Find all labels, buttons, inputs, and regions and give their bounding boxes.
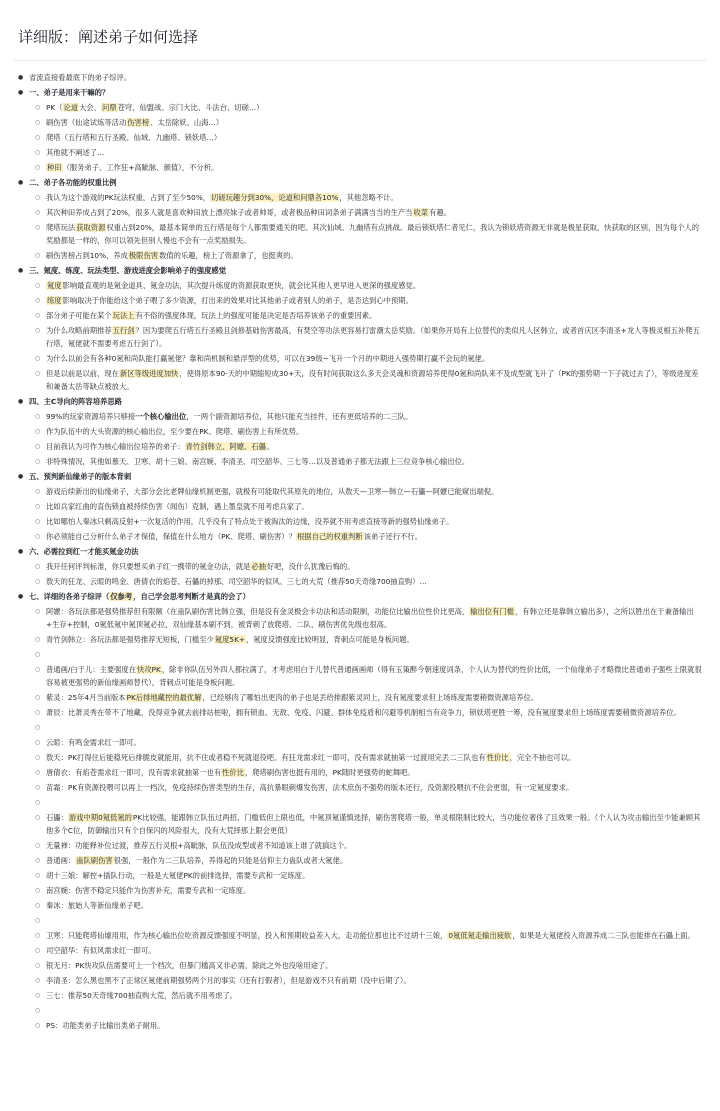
text-span: 司空韶华：有似风需求红一即可。 [46,946,156,955]
bullet-marker: ○ [35,636,41,643]
section-heading [18,589,704,604]
text-span: 比如兵家红曲的直伤锁血被持续伤害（闻伤）克制，遇上墨皇就不用考虑兵家了。 [46,502,309,511]
text-span: 影响取决于你能给这个弟子喂了多少资源，打出来的效果对比其他弟子或者别人的弟子，是否达到心中预期。 [62,296,413,305]
text-span: 很强，一般作为二三队培养，养得起的只能是信仰主力蛊队或者大氪佬。 [113,856,348,865]
bullet-marker: ○ [35,917,41,924]
text-span: 有趣。 [429,208,451,217]
list-item [18,70,704,85]
empty-item [46,916,48,925]
text-span: ，有韩立还是靠韩立输出多），之所以胜出在于兼备输出+生存+控制，0氪低氪中氪顶氪必拉，双仙缘基本刷不到，被背刺了放爬塔、二队、刷伤害优先级也很高。 [46,607,694,629]
text-span: 三、氪度、练度、玩法类型、游戏进度会影响弟子的强度感觉 [29,266,227,275]
text-span: 紫灵：25年4月当前版本 [46,693,126,702]
text-span: 无量禅：功能释补位过渡，推荐五行灵根+高眦脉，队伍没成型或者不知道该上谁了就搞这个。 [46,841,352,850]
bullet-marker: ○ [35,857,41,864]
list-item [18,780,704,795]
highlighted-text: 论道 [63,103,79,112]
highlighted-text: 玩法上 [112,311,135,320]
bullet-marker: ○ [35,932,41,939]
list-item [18,130,704,145]
text-span: 秦冰：旅始人等新仙缘弟子吧。 [46,901,149,910]
bullet-marker: ○ [35,666,41,673]
text-span: 刷伤害榜占到10%，养成 [46,251,128,260]
text-span: 一、弟子是用来干嘛的？ [29,88,110,97]
text-span: 阿嬷：各玩法都是强势推荐但有限额（在蛊队刷伤害比韩立强，但是没有金灵极会卡功法和活动限制，功能位比输出位性价比更高， [46,607,470,616]
list-item [18,735,704,750]
list-item [18,351,704,366]
text-span: 普通画/白于儿：主要强度在 [46,665,137,674]
text-span: 部分弟子可能在某个 [46,311,112,320]
text-span: 李清圣：怎么黑也黑不了正常区氪佬前期强势两个月的事实（还有打假者），但是游戏不只有前期（没中后期了）。 [46,976,411,985]
empty-item [46,798,48,807]
text-span: ，除非你队伍另外四人都拉满了，才考虑用白于儿替代普通画画师（得有玉策醉今朝速度词条，个人认为替代的性价比低，一个仙缘弟子才略微比普通弟子强些上限就很容易被更强势的新仙缘画师替代），背刺点可能是身板问题。 [46,665,702,687]
text-span: 有不俗的强度体现，玩法上的强度可能是决定是否培养该弟子的重要因素。 [135,311,377,320]
list-item [18,115,704,130]
text-span: 苗霜：PK有资源投喂可以再上一档次，免疫持续伤害类型的生存，高抗暴眼刺爆发伤害，法术庶伤不强势的版本还行，没资源投喂抗不住会更弱，有一定氪度要求。 [46,783,574,792]
bullet-marker: ○ [35,194,41,201]
text-span: 但是以前是以前，现在 [46,369,119,378]
text-span: 影响最直观的是氪金道具、氪金功法，其次提升练度的资源获取更快，就会比其他人更早进入更深的强度感觉。 [62,281,421,290]
text-span: 非特殊情况，其他如慕天、卫寒、胡十三娘、南宫婉、李清圣、司空韶华、三七等…以及普通弟子都无法跟上三位竞争核心输出位。 [46,457,470,466]
bullet-marker: ○ [35,533,41,540]
text-span: 其他就不阐述了… [46,148,105,157]
text-span: 苍穹、仙盟战、宗门大比、斗法台、切磋…） [117,103,264,112]
list-item [18,632,704,647]
text-span: PS：功能类弟子比输出类弟子耐用。 [46,1021,165,1030]
bullet-marker: ○ [35,413,41,420]
bullet-marker: ○ [35,651,41,658]
text-span: 五、预判新仙缘弟子的版本背刺 [29,472,132,481]
text-span: 青竹剑韩立：各玩法都是强势推荐无短板，门槛至少 [46,635,214,644]
bullet-marker: ● [18,398,24,405]
bullet-marker: ○ [35,709,41,716]
text-span: 99%的玩家资源培养只够接 [46,412,136,421]
list-item [18,323,704,351]
list-item [18,662,704,690]
bullet-marker: ○ [35,992,41,999]
bullet-marker: ○ [35,754,41,761]
bullet-marker: ○ [35,902,41,909]
bullet-marker: ○ [35,739,41,746]
bullet-marker: ○ [35,842,41,849]
highlighted-text: 新区等级进度加快 [119,369,179,378]
text-span: 银无月：PK快攻队伍需要可上一个档次，但暴门槛高又非必需，除此之外也没啥用途了。 [46,961,333,970]
bullet-marker: ○ [35,355,41,362]
text-span: 二、弟子各功能的权重比例 [29,178,117,187]
list-item [18,795,704,810]
list-item [18,868,704,883]
bullet-marker: ○ [35,1007,41,1014]
bullet-marker: ○ [35,297,41,304]
bullet-marker: ○ [35,578,41,585]
list-item [18,853,704,868]
bullet-marker: ○ [35,563,41,570]
list-item [18,810,704,838]
highlighted-text: 必抽 [251,562,266,571]
highlighted-text: 蛊队刷伤害 [76,856,113,865]
page-title: 详细版：阐述弟子如何选择 [18,28,199,46]
highlighted-text: PK后排地藏控的最优解 [126,693,202,702]
list-item [18,190,704,205]
highlighted-text: 氪度5K+ [214,635,245,644]
list-item [18,705,704,720]
list-item [18,913,704,928]
bullet-marker: ○ [35,769,41,776]
text-span: 爬塔玩法 [46,223,76,232]
text-span: 你必须能自己分析什么弟子才保值，保值在什么地方（PK、爬塔、刷伤害）？ [46,532,296,541]
bullet-marker: ○ [35,119,41,126]
list-item [18,943,704,958]
bullet-marker: ● [18,89,24,96]
bullet-marker: ○ [35,428,41,435]
list-item [18,514,704,529]
highlighted-text: 切磋玩趣分到30%，论道和问鼎各10% [211,193,339,202]
bullet-marker: ○ [35,209,41,216]
section-heading [18,175,704,190]
list-item [18,454,704,469]
list-item [18,690,704,705]
text-span: 敖天的狂龙、云暄的鸣金、唐倩衣的焰苍、石儡的掉那、司空韶华的似风、三七的大荒（推荐50天奇缘700抽直购）… [46,577,427,586]
highlighted-text: 种田 [47,163,62,172]
text-span: 该弟子还行不行。 [363,532,423,541]
list-item [18,1018,704,1033]
bullet-marker: ○ [35,872,41,879]
bullet-marker: ● [18,473,24,480]
text-span: 。 [266,442,275,451]
bullet-marker: ● [18,74,24,81]
section-heading [18,544,704,559]
list-item [18,559,704,574]
text-span: 七、详细的各弟子综评（ [29,592,110,601]
bullet-marker: ○ [35,694,41,701]
text-span: 游戏后续新出的仙缘弟子，大部分会比老牌仙缘机制更强，就极有可能取代其原先的地位，从敖天—卫寒—韩立—石儡—阿嬷已能窥出端倪。 [46,487,499,496]
bullet-marker: ○ [35,814,41,821]
list-item [18,647,704,662]
text-span: 作为队伍中的大头资源的核心输出位，至少要在PK、爬塔、刷伤害上有所优势。 [46,427,304,436]
text-span: 比如哪怕人秦冰只剩高反射+一次复活的作用，几乎没有了特点处于被淘汰的边缘，没养就不用考虑直接等新的强势仙缘弟子。 [46,517,454,526]
text-span: 唐倩衣：有焰苍需求红一即可，没有需求就抽第一也有 [46,768,222,777]
text-span: 胡十三娘：解控+插队行动，一般是大氪佬PK的前排选择，需要专武和一定练度。 [46,871,310,880]
empty-item [46,1006,48,1015]
text-span: ，爬塔刷伤害也挺有用的，PK随时更强势的蛇舞吧。 [245,768,415,777]
text-span: 数值的乐趣，榜上了资源拿了，也挺爽的。 [159,251,298,260]
bullet-marker: ○ [35,149,41,156]
bullet-marker: ○ [35,784,41,791]
bullet-marker: ● [18,548,24,555]
list-item [18,928,704,943]
text-span: ，已经够肉了哪怕出更肉的弟子也是丢给排跟紫灵同上，没有氪度要求但上场练度需要稍微资源培养位。 [202,693,539,702]
bullet-marker: ● [18,267,24,274]
text-span: 敖天：PK打得住后能稳死后排脆皮就能用，抗不住或者稳不死就退役吧。有狂龙需求红一即可，没有需求就抽第一过渡用完丢二三队也有 [46,753,486,762]
bullet-marker: ○ [35,370,41,377]
list-item [18,973,704,988]
text-span: 目前我认为可作为核心输出位培养的弟子： [46,442,185,451]
list-item [18,988,704,1003]
highlighted-text: 根据自己的权重判断 [296,532,363,541]
list-item [18,883,704,898]
text-span: 我开任何评判标准，你只要想买弟子红一携带的氪金功法，就是 [46,562,251,571]
highlighted-text: 游戏中期0氪低氪的 [68,813,132,822]
bullet-marker: ○ [35,252,41,259]
bullet-marker: ● [18,593,24,600]
bullet-marker: ○ [35,608,41,615]
bullet-marker: ○ [35,224,41,231]
section-heading [18,263,704,278]
bullet-marker: ○ [35,503,41,510]
list-item [18,366,704,394]
text-span: 刷伤害（仙途试炼等活动 [46,118,127,127]
text-span: 卫寒：只能爬塔仙墟用用，作为核心输出位吃资源反馈强度不明显，投入和预期收益差入大，走功能位那也比不过胡十三娘， [46,931,448,940]
bullet-marker: ○ [35,282,41,289]
bullet-marker: ○ [35,488,41,495]
bullet-marker: ○ [35,312,41,319]
highlighted-text: 获取资源 [76,223,106,232]
text-span: 我认为这个游戏的PK玩法权重，占到了至少50%， [46,193,211,202]
text-span: （服务弟子、工作狂+高眦脉、颜值），不分析。 [62,163,219,172]
list-item [18,604,704,632]
text-span: 一个核心输出位 [135,412,187,421]
text-span: 四、主C导向的阵容培养思路 [29,397,122,406]
text-span: 南宫婉：伤害不稳定只能作为伤害补充，需要专武和一定练度。 [46,886,251,895]
bullet-marker: ○ [35,962,41,969]
text-span: ，其他忽略不计。 [339,193,398,202]
list-item [18,720,704,735]
bullet-marker: ● [18,179,24,186]
highlighted-text: 极限伤害 [128,251,159,260]
text-span: 为什么以前会有各种0氪和尚队能打赢氪佬？靠和尚机制和悬浮型的优势，可以在39级~飞升一个月的中期进入强势期打赢不会玩的氪佬。 [46,354,490,363]
highlighted-text: 输出位有门槛 [470,607,514,616]
text-span: ，使得原本90-天的中期缩短成30+天，没有时间获取这么多天会灵魂和资源培养使得0氪和尚队来不及成型就飞升了（PK的强势期一下子就过去了），等级进度差和兼备太岳等缺点被放大。 [46,369,699,391]
list-item [18,205,704,220]
text-span: 石儡： [46,813,68,822]
document-body [18,70,704,1033]
text-span: PK（ [46,103,63,112]
bullet-marker: ○ [35,518,41,525]
list-item [18,424,704,439]
bullet-marker: ○ [35,164,41,171]
highlighted-text: 伤害榜 [127,118,150,127]
list-item [18,248,704,263]
empty-item [46,650,48,659]
bullet-marker: ○ [35,887,41,894]
text-span: 权重占到20%，最基本简单的五行塔是每个人都需要通关的吧。其次仙域、九幽塔有点挑战。最后锁妖塔仁者见仁，我认为锁妖塔资源无非就是极星获取、快获取的区别，因为每个人的奖励都是一样的，你可以领先但别人慢也不会有一点奖励损失。 [46,223,700,245]
bullet-marker: ○ [35,327,41,334]
list-item [18,293,704,308]
list-item [18,278,704,293]
list-item [18,529,704,544]
text-span: 、太岳除妖、山海…） [150,118,224,127]
highlighted-text: 仅参考 [110,592,133,601]
list-item [18,574,704,589]
highlighted-text: 快攻PK [137,665,161,674]
list-item [18,439,704,454]
highlighted-text: 五行剑 [112,326,135,335]
text-span: 省流直接看最底下的弟子综评。 [29,73,132,82]
text-span: PK比较强，能跟韩立队伍过两招，门槛低但上限也低，中氪顶氪谨慎选择，刷伤害爬塔一般，单灵根限制比较大，当功能位奢侈了且效果一般。（个人认为攻击输出至少能兼顾其他多个C位，防御输出只有个自保闪的风险很大，没有大荒择那上限会更低） [46,813,701,835]
section-heading [18,469,704,484]
text-span: ，如果是大氪佬投入资源养成二三队也能排在石儡上面。 [512,931,695,940]
text-span: ，自己学会思考判断才是真的会了） [133,592,250,601]
title-divider [14,60,706,61]
text-span: 好吧，没什么犹豫后悔的。 [266,562,355,571]
text-span: 六、必需拉到红一才能买氪金功法 [29,547,139,556]
list-item [18,750,704,765]
section-heading [18,85,704,100]
text-span: ？因为要爬五行塔五行圣殿且剑修基础伤害最高，有焚空等功法更容易打雷潮太岳奖励。（如果你开局有上位替代的类似凡人区韩立，或者首庆区李清圣+龙人等极灵根五补爬五行塔，氪佬就不需要考虑五行剑了）。 [46,326,700,348]
highlighted-text: 性价比 [486,753,509,762]
text-span: ，氪度反馈强度比较明显，背刺点可能是身板问题。 [245,635,414,644]
text-span: 为什么攻略前期推荐 [46,326,112,335]
text-span: 普通画： [46,856,76,865]
list-item [18,409,704,424]
highlighted-text: 问鼎 [101,103,117,112]
bullet-marker: ○ [35,104,41,111]
list-item [18,160,704,175]
bullet-marker: ○ [35,947,41,954]
list-item [18,308,704,323]
bullet-marker: ○ [35,458,41,465]
highlighted-text: 0氪低氪走输出疲软 [448,931,512,940]
list-item [18,958,704,973]
list-item [18,898,704,913]
highlighted-text: 青竹剑韩立、阿嬷、石儡 [185,442,266,451]
highlighted-text: 性价比 [222,768,245,777]
list-item [18,838,704,853]
text-span: 萧辰：比萧灵秀在带不了地藏，没得竞争就去前排站桩啦，拥有锁血、无敌、免疫、闪避、群体免疫盾和闪避等机制相当有竞争力，锁妖塔更胜一筹，没有氪度要求但上场练度需要稍微资源培养位。 [46,708,681,717]
bullet-marker: ○ [35,443,41,450]
list-item [18,484,704,499]
highlighted-text: 练度 [47,296,62,305]
bullet-marker: ○ [35,134,41,141]
text-span: ，一两个副资源培养位，其他只能充当挂件，还有更低培养的二三队。 [186,412,413,421]
highlighted-text: 氪度 [47,281,62,290]
section-heading [18,394,704,409]
list-item [18,100,704,115]
bullet-marker: ○ [35,799,41,806]
list-item [18,1003,704,1018]
list-item [18,499,704,514]
list-item [18,145,704,160]
text-span: ，完全不抽也可以。 [509,753,576,762]
text-span: 爬塔（五行塔和五行圣殿、仙域、九幽塔、锁妖塔…） [46,133,222,142]
text-span: 云暄：有鸣金需求红一即可。 [46,738,141,747]
bullet-marker: ○ [35,977,41,984]
list-item [18,220,704,248]
text-span: 大会、 [79,103,101,112]
bullet-marker: ○ [35,724,41,731]
bullet-marker: ○ [35,1022,41,1029]
empty-item [46,723,48,732]
highlighted-text: 收菜 [413,208,429,217]
list-item [18,765,704,780]
text-span: 其次种田养成占到了20%，很多人就是喜欢种田放上漂亮妹子或者帅哥，或者极品种田词条弟子满满当当的生产当 [46,208,413,217]
text-span: 三七：推荐50天奇缘700抽直购大荒，然后就不用考虑了。 [46,991,238,1000]
